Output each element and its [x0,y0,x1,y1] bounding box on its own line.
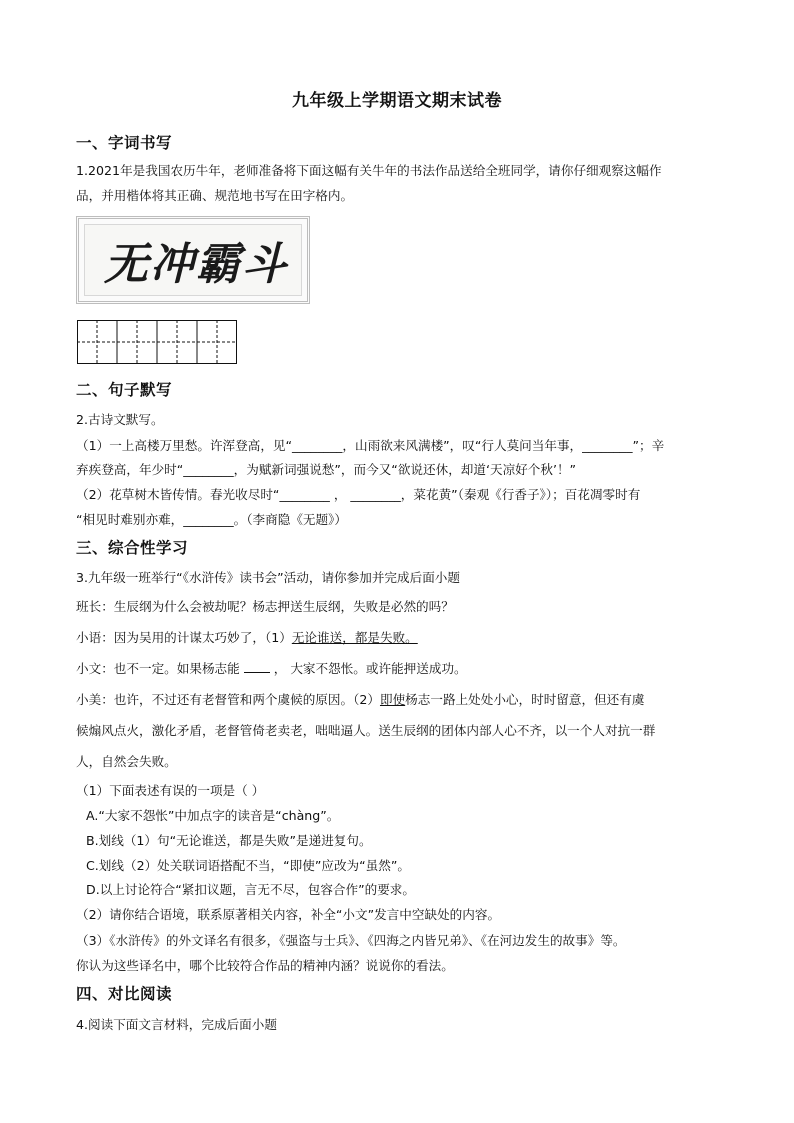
dialogue-xiaomei-line-3: 人，自然会失败。 [76,754,177,769]
answer-blank [244,660,270,673]
section-heading-1: 一、字词书写 [76,134,173,152]
calligraphy-text: 无冲霸斗 [104,239,288,290]
sub-question-3-line-1: （3）《水浒传》的外文译名有很多，《强盗与士兵》、《四海之内皆兄弟》、《在河边发生的故事》等。 [76,933,626,948]
option-c: C.划线（2）处关联词语搭配不当，“即使”应改为“虽然”。 [86,858,410,873]
dialogue-xiaowen-text-a: 小文：也不一定。如果杨志能 [76,661,240,676]
section-heading-4: 四、对比阅读 [76,985,173,1003]
dialogue-xiaowen [76,660,467,678]
option-b: B.划线（1）句“无论谁送，都是失败”是递进复句。 [86,833,372,848]
underlined-sentence-1: 无论谁送，都是失败。 [291,630,418,645]
question-2-stem: 2.古诗文默写。 [76,412,164,427]
sub-question-3-line-2: 你认为这些译名中，哪个比较符合作品的精神内涵？说说你的看法。 [76,958,454,973]
sub-question-2: （2）请你结合语境，联系原著相关内容，补全“小文”发言中空缺处的内容。 [76,907,501,922]
section-heading-2: 二、句子默写 [76,381,173,399]
calligraphy-brush-strokes [85,225,307,301]
question-2-line-4: “相见时难别亦难，________。（李商隐《无题》） [76,512,347,527]
tianzige-writing-grid [77,320,237,364]
calligraphy-artwork [76,216,310,304]
dialogue-xiaoyu [76,629,418,647]
question-4-stem: 4.阅读下面文言材料，完成后面小题 [76,1017,277,1032]
dialogue-xiaoyu-text: 小语：因为吴用的计谋太巧妙了，（1） [76,630,292,645]
question-2-line-1: （1）一上高楼万里愁。许浑登高，见“________，山雨欲来风满楼”，叹“行人莫问当年事，________”；辛 [76,438,665,453]
question-3-stem: 3.九年级一班举行“《水浒传》读书会”活动，请你参加并完成后面小题 [76,570,460,585]
dialogue-xiaomei-text-b: 杨志一路上处处小心，时时留意，但还有虞 [405,692,645,707]
underlined-word-2: 即使 [379,692,406,707]
page-title: 九年级上学期语文期末试卷 [292,91,502,111]
dialogue-xiaomei-line-2: 候煽风点火，激化矛盾，老督管倚老卖老，咄咄逼人。送生辰纲的团体内部人心不齐，以一个人对抗一群 [76,723,656,738]
option-d: D.以上讨论符合“紧扣议题，言无不尽，包容合作”的要求。 [86,882,415,897]
question-1-line-2: 品，并用楷体将其正确、规范地书写在田字格内。 [76,188,354,203]
dialogue-xiaomei-line-1 [76,691,644,709]
option-a: A.“大家不怨怅”中加点字的读音是“chàng”。 [86,808,340,823]
dialogue-xiaomei-text-a: 小美：也许，不过还有老督管和两个虞候的原因。（2） [76,692,380,707]
dialogue-xiaowen-text-b: ， 大家不怨怅。或许能押送成功。 [273,661,467,676]
sub-question-1: （1）下面表述有误的一项是（ ） [76,783,265,798]
question-1-line-1: 1.2021年是我国农历牛年，老师准备将下面这幅有关牛年的书法作品送给全班同学，请你仔细观察这幅作 [76,163,662,178]
section-heading-3: 三、综合性学习 [76,539,189,557]
dialogue-monitor: 班长：生辰纲为什么会被劫呢？杨志押送生辰纲，失败是必然的吗？ [76,599,454,614]
question-2-line-3: （2）花草树木皆传情。春光收尽时“________ ， ________，菜花黄”（秦观《行香子》）；百花凋零时有 [76,487,641,502]
question-2-line-2: 弃疾登高，年少时“________，为赋新词强说愁”，而今又“欲说还休，却道‘天凉好个秋’！” [76,462,577,477]
